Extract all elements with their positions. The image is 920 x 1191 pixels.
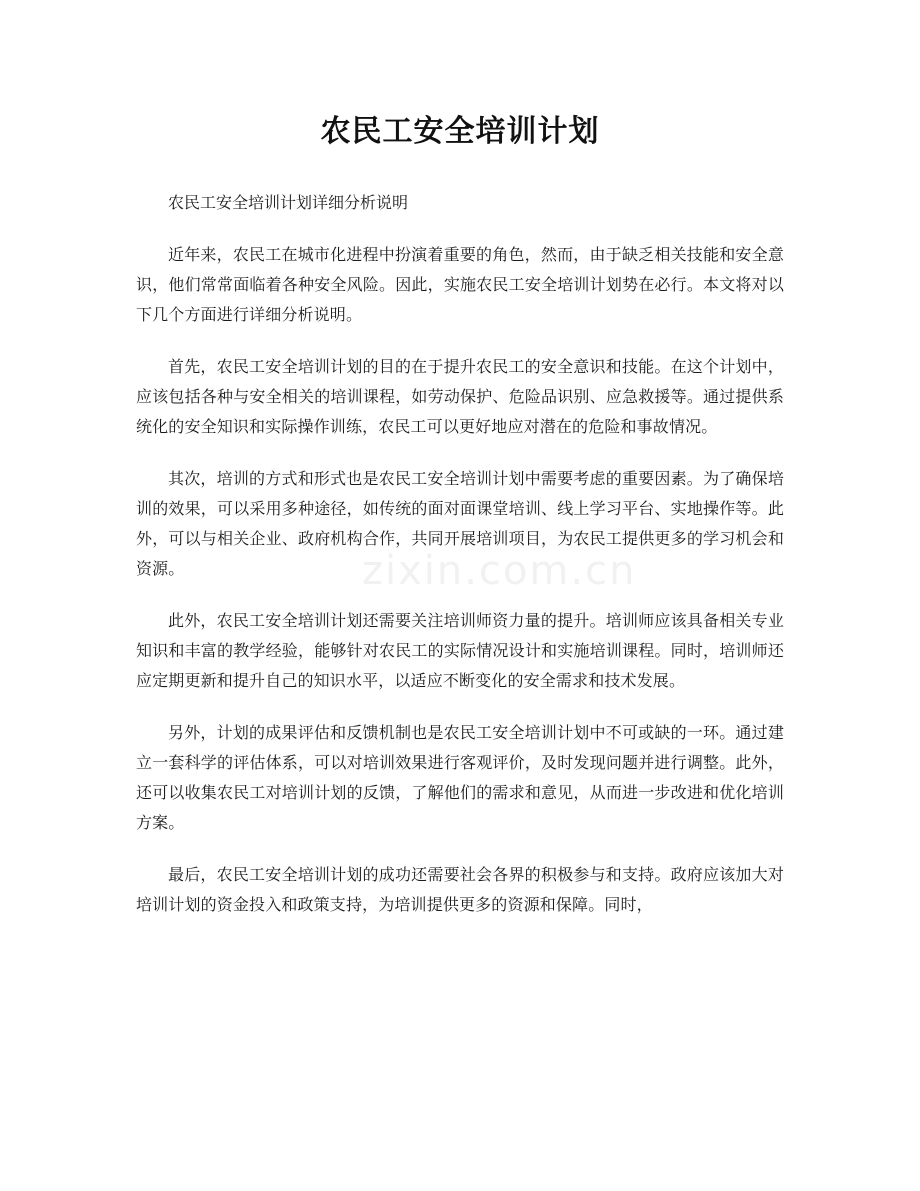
- paragraph-methods: 其次，培训的方式和形式也是农民工安全培训计划中需要考虑的重要因素。为了确保培训的效果，可以采用多种途径，如传统的面对面课堂培训、线上学习平台、实地操作等。此外，可以与相关企业、政府机构合作，共同开展培训项目，为农民工提供更多的学习机会和资源。: [136, 469, 784, 578]
- document-page: [136, 0, 784, 920]
- paragraph-intro: 近年来，农民工在城市化进程中扮演着重要的角色，然而，由于缺乏相关技能和安全意识，他们常常面临着各种安全风险。因此，实施农民工安全培训计划势在必行。本文将对以下几个方面进行详细分析说明。: [136, 245, 784, 324]
- document-title: 农民工安全培训计划: [320, 114, 600, 149]
- document-subtitle: 农民工安全培训计划详细分析说明: [168, 193, 409, 212]
- paragraph-trainers: 此外，农民工安全培训计划还需要关注培训师资力量的提升。培训师应该具备相关专业知识和丰富的教学经验，能够针对农民工的实际情况设计和实施培训课程。同时，培训师还应定期更新和提升自己的知识水平，以适应不断变化的安全需求和技术发展。: [136, 611, 784, 690]
- paragraph-support: 最后，农民工安全培训计划的成功还需要社会各界的积极参与和支持。政府应该加大对培训计划的资金投入和政策支持，为培训提供更多的资源和保障。同时，: [136, 865, 784, 914]
- paragraph-evaluation: 另外，计划的成果评估和反馈机制也是农民工安全培训计划中不可或缺的一环。通过建立一套科学的评估体系，可以对培训效果进行客观评价，及时发现问题并进行调整。此外，还可以收集农民工对培训计划的反馈，了解他们的需求和意见，从而进一步改进和优化培训方案。: [136, 723, 784, 832]
- watermark: zixin.com.cn: [362, 548, 637, 594]
- paragraph-purpose: 首先，农民工安全培训计划的目的在于提升农民工的安全意识和技能。在这个计划中，应该包括各种与安全相关的培训课程，如劳动保护、危险品识别、应急救援等。通过提供系统化的安全知识和实际操作训练，农民工可以更好地应对潜在的危险和事故情况。: [136, 357, 784, 436]
